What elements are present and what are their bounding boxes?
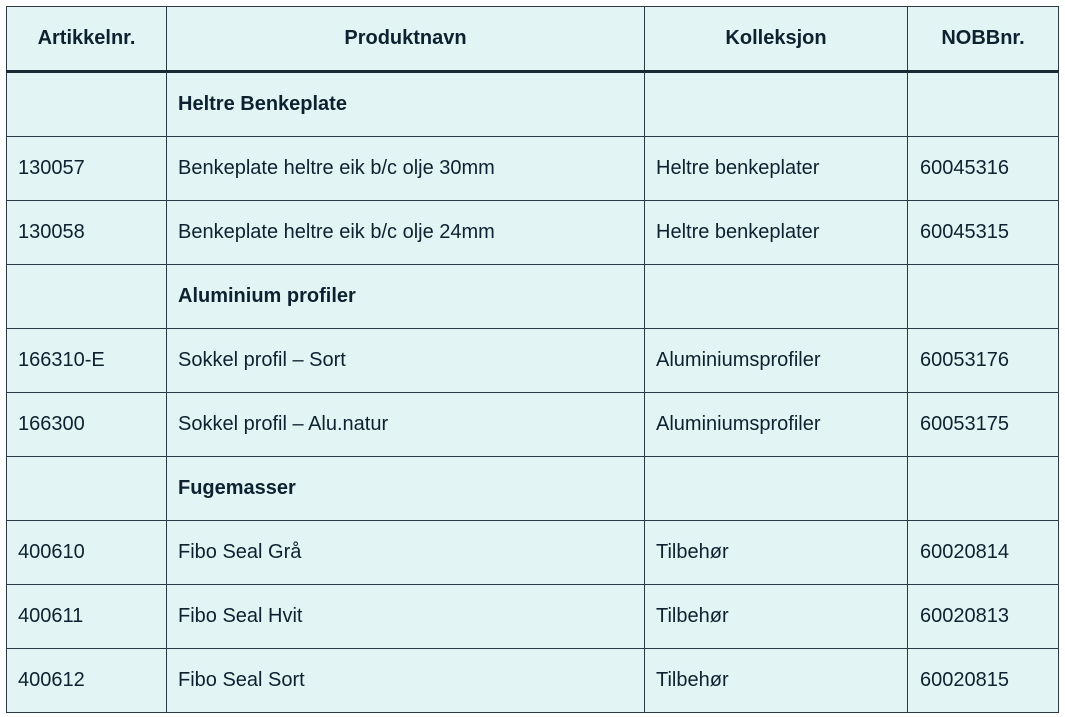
table-body — [7, 72, 1059, 713]
collection-cell: Tilbehør — [645, 521, 908, 585]
group-empty-cell — [645, 265, 908, 329]
nobb-number-cell: 60020813 — [908, 585, 1059, 649]
collection-cell: Heltre benkeplater — [645, 137, 908, 201]
nobb-number-cell: 60053176 — [908, 329, 1059, 393]
group-empty-cell — [645, 72, 908, 137]
table-row — [7, 521, 1059, 585]
article-number-cell: 130058 — [7, 201, 167, 265]
table-row — [7, 329, 1059, 393]
group-row — [7, 265, 1059, 329]
table-row — [7, 137, 1059, 201]
header-article-number: Artikkelnr. — [7, 7, 167, 72]
group-empty-cell — [7, 265, 167, 329]
group-empty-cell — [645, 457, 908, 521]
product-name-cell: Sokkel profil – Sort — [167, 329, 645, 393]
collection-cell: Tilbehør — [645, 649, 908, 713]
product-name-cell: Benkeplate heltre eik b/c olje 30mm — [167, 137, 645, 201]
article-number-cell: 400611 — [7, 585, 167, 649]
group-empty-cell — [908, 72, 1059, 137]
group-empty-cell — [908, 265, 1059, 329]
nobb-number-cell: 60020815 — [908, 649, 1059, 713]
product-name-cell: Fibo Seal Sort — [167, 649, 645, 713]
product-table-container — [6, 6, 1058, 713]
group-empty-cell — [7, 72, 167, 137]
header-collection: Kolleksjon — [645, 7, 908, 72]
article-number-cell: 400612 — [7, 649, 167, 713]
nobb-number-cell: 60045315 — [908, 201, 1059, 265]
collection-cell: Tilbehør — [645, 585, 908, 649]
nobb-number-cell: 60020814 — [908, 521, 1059, 585]
product-name-cell: Fibo Seal Hvit — [167, 585, 645, 649]
table-row — [7, 649, 1059, 713]
product-name-cell: Benkeplate heltre eik b/c olje 24mm — [167, 201, 645, 265]
nobb-number-cell: 60045316 — [908, 137, 1059, 201]
product-name-cell: Sokkel profil – Alu.natur — [167, 393, 645, 457]
table-row — [7, 585, 1059, 649]
collection-cell: Aluminiumsprofiler — [645, 329, 908, 393]
table-row — [7, 201, 1059, 265]
article-number-cell: 130057 — [7, 137, 167, 201]
group-empty-cell — [908, 457, 1059, 521]
product-name-cell: Fibo Seal Grå — [167, 521, 645, 585]
group-label: Fugemasser — [167, 457, 645, 521]
group-row — [7, 457, 1059, 521]
group-empty-cell — [7, 457, 167, 521]
article-number-cell: 400610 — [7, 521, 167, 585]
group-label: Heltre Benkeplate — [167, 72, 645, 137]
group-row — [7, 72, 1059, 137]
table-header — [7, 7, 1059, 72]
group-label: Aluminium profiler — [167, 265, 645, 329]
header-row — [7, 7, 1059, 72]
header-product-name: Produktnavn — [167, 7, 645, 72]
nobb-number-cell: 60053175 — [908, 393, 1059, 457]
header-nobb-number: NOBBnr. — [908, 7, 1059, 72]
table-row — [7, 393, 1059, 457]
collection-cell: Heltre benkeplater — [645, 201, 908, 265]
article-number-cell: 166310-E — [7, 329, 167, 393]
collection-cell: Aluminiumsprofiler — [645, 393, 908, 457]
article-number-cell: 166300 — [7, 393, 167, 457]
product-table — [6, 6, 1059, 713]
